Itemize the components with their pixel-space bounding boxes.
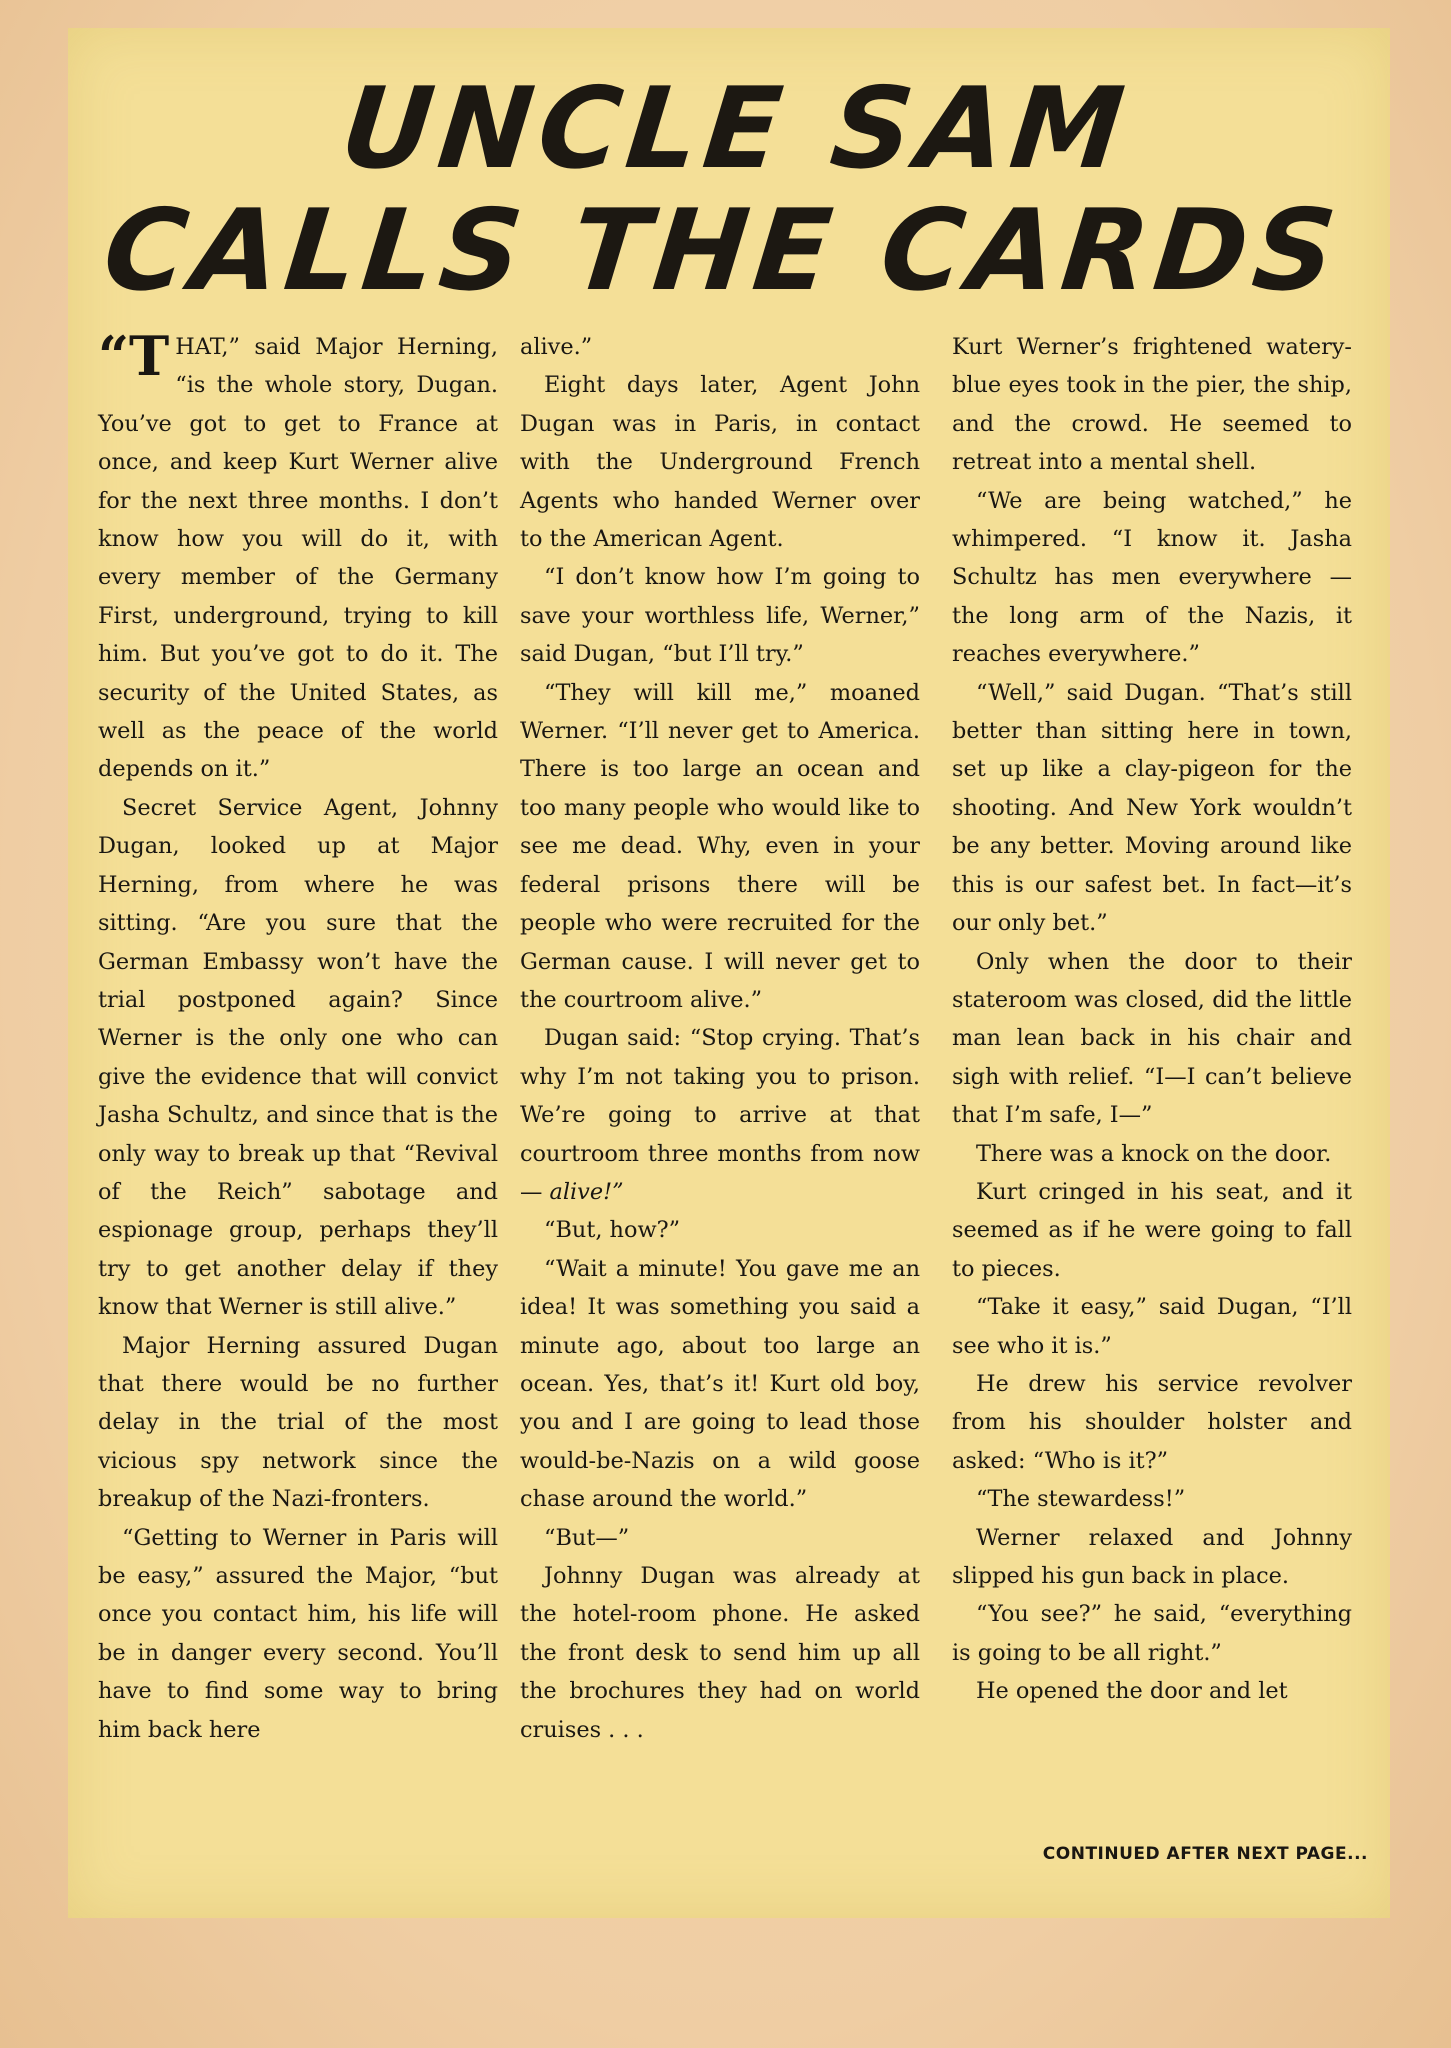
paragraph: “You see?” he said, “everything is going to be all right.” xyxy=(952,1601,1352,1666)
paragraph: “Getting to Werner in Paris will be easy,” assured the Major, “but once you contact him, his life will be in danger every second. You’ll have to find some way to bring him back here xyxy=(98,1524,498,1743)
paragraph: “Wait a minute! You gave me an idea! It was something you said a minute ago, about too large an ocean. Yes, that’s it! Kurt old boy, you and I are going to lead those would-be-Nazis on a wild goose chase around the world.” xyxy=(520,1255,920,1513)
paragraph: “But, how?” xyxy=(544,1217,681,1244)
paragraph: Johnny Dugan was already at the hotel-room phone. He asked the front desk to send him up all the brochures they had on world cruises . . . xyxy=(520,1563,920,1743)
paragraph: There was a knock on the door. xyxy=(976,1140,1332,1167)
paragraph: Kurt Werner’s frightened watery-blue eyes took in the pier, the ship, and the crowd. He seemed to retreat into a mental shell. xyxy=(952,334,1352,476)
story-columns xyxy=(68,324,1390,1848)
paragraph: “But—” xyxy=(544,1524,630,1551)
paragraph: “They will kill me,” moaned Werner. “I’ll never get to America. There is too large an ocean and too many people who would like to see me dead. Why, even in your federal prisons there will be people who were recruited for the German cause. I will never get to the courtroom alive.” xyxy=(520,679,920,1013)
paragraph xyxy=(98,324,498,789)
paragraph: alive.” xyxy=(520,334,593,360)
paragraph: Werner relaxed and Johnny slipped his gun back in place. xyxy=(952,1524,1352,1589)
paragraph: “We are being watched,” he whimpered. “I know it. Jasha Schultz has men everywhere — the long arm of the Nazis, it reaches everywhere.” xyxy=(952,487,1352,668)
paragraph: Secret Service Agent, Johnny Dugan, looked up at Major Herning, from where he was sitting. “Are you sure that the German Embassy won’t have the trial postponed again? Since Werner is the only one who can give the evidence that will convict Jasha Schultz, and since that is the only way to break up that “Revival of the Reich” sabotage and espionage group, perhaps they’ll try to get another delay if they know that Werner is still alive.” xyxy=(98,794,498,1321)
paragraph: “The stewardess!” xyxy=(976,1486,1186,1513)
paragraph: He drew his service revolver from his shoulder holster and asked: “Who is it?” xyxy=(952,1370,1352,1474)
paragraph xyxy=(520,1019,920,1211)
drop-cap: “T xyxy=(98,324,170,388)
paragraph: Eight days later, Agent John Dugan was in Paris, in contact with the Underground French Agents who handed Werner over to the American Agent. xyxy=(520,372,920,553)
emphasis-text: alive!” xyxy=(549,1178,624,1205)
paragraph: Only when the door to their stateroom was closed, did the little man lean back in his chair and sigh with relief. “I—I can’t believe that I’m safe, I—” xyxy=(952,948,1352,1129)
column-3 xyxy=(952,328,1352,1711)
paragraph: Kurt cringed in his seat, and it seemed as if he were going to fall to pieces. xyxy=(952,1178,1352,1282)
story-title xyxy=(55,64,1403,316)
paragraph: “I don’t know how I’m going to save your worthless life, Werner,” said Dugan, “but I’ll try.” xyxy=(520,564,920,668)
title-line-1: UNCLE SAM xyxy=(335,64,1136,194)
continued-note: CONTINUED AFTER NEXT PAGE... xyxy=(1042,1844,1368,1864)
paragraph: Major Herning assured Dugan that there would be no further delay in the trial of the most vicious spy network since the breakup of the Nazi-fronters. xyxy=(98,1332,498,1513)
paragraph: “Take it easy,” said Dugan, “I’ll see who it is.” xyxy=(952,1294,1352,1359)
story-page xyxy=(68,28,1390,1918)
column-1 xyxy=(98,324,498,1749)
paragraph: He opened the door and let xyxy=(976,1678,1288,1705)
title-line-2: CALLS THE CARDS xyxy=(97,186,1348,316)
column-2 xyxy=(520,328,920,1749)
paragraph-text: Dugan said: “Stop crying. That’s why I’m not taking you to prison. We’re going to arrive at that courtroom three months from now — xyxy=(520,1025,920,1205)
paragraph: “Well,” said Dugan. “That’s still better than sitting here in town, set up like a clay-pigeon for the shooting. And New York wouldn’t be any better. Moving around like this is our safest bet. In fact—it’s our only bet.” xyxy=(952,679,1352,937)
paragraph-text: HAT,” said Major Herning, “is the whole story, Dugan. You’ve got to get to France at once, and keep Kurt Werner alive for the next three months. I don’t know how you will do it, with every member of the Germany First, underground, trying to kill him. But you’ve got to do it. The security of the United States, as well as the peace of the world depends on it.” xyxy=(98,334,498,783)
